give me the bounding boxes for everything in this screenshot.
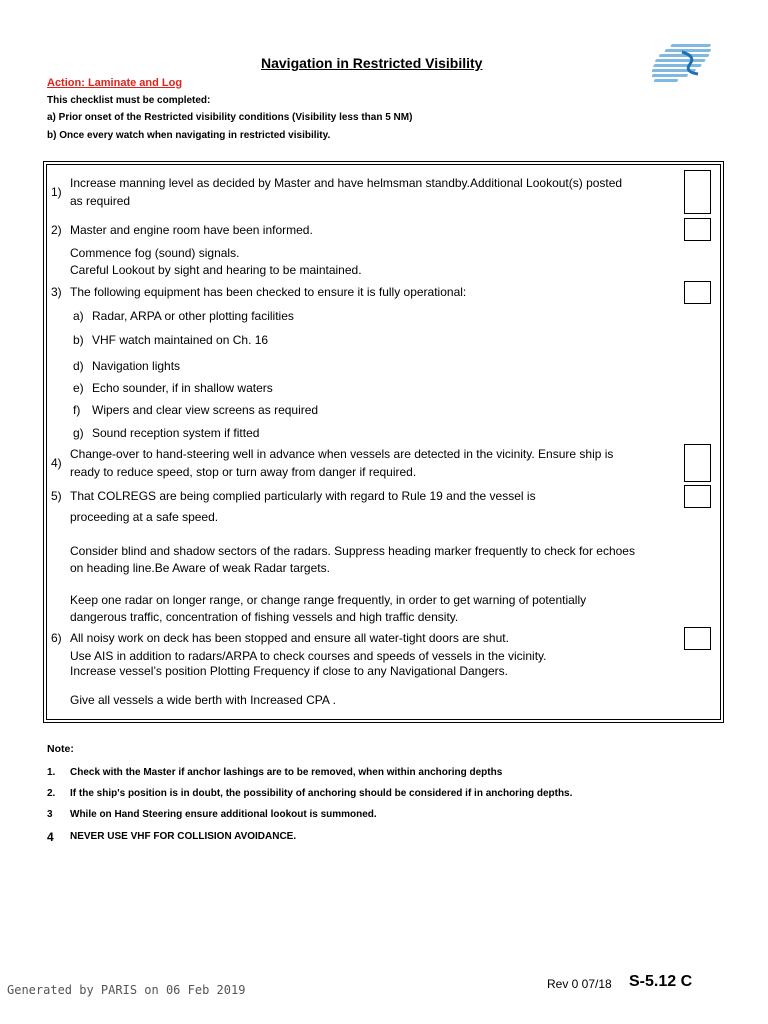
- note-number: 1.: [47, 767, 56, 778]
- item-text: The following equipment has been checked to ensure it is fully operational:: [70, 285, 467, 299]
- item-text: as required: [70, 194, 131, 208]
- revision-label: Rev 0 07/18: [547, 977, 612, 991]
- sub-item-number: f): [73, 403, 81, 417]
- intro-line: This checklist must be completed:: [47, 95, 211, 106]
- item-text: Increase manning level as decided by Master and have helmsman standby.Additional Lookout(s) posted: [70, 176, 623, 190]
- checkbox-item-4[interactable]: [684, 444, 711, 482]
- item-number: 5): [51, 489, 62, 503]
- checkbox-item-3[interactable]: [684, 281, 711, 304]
- item-text: on heading line.Be Aware of weak Radar targets.: [70, 561, 330, 575]
- checkbox-item-2[interactable]: [684, 218, 711, 241]
- item-text: Commence fog (sound) signals.: [70, 246, 240, 260]
- sub-item-text: Sound reception system if fitted: [92, 426, 260, 440]
- sub-item-number: d): [73, 359, 84, 373]
- item-text: proceeding at a safe speed.: [70, 510, 219, 524]
- item-text: ready to reduce speed, stop or turn away from danger if required.: [70, 465, 417, 479]
- note-text: If the ship's position is in doubt, the possibility of anchoring should be considered if in anchoring depths.: [70, 788, 573, 799]
- item-text: Use AIS in addition to radars/ARPA to check courses and speeds of vessels in the vicinity.: [70, 649, 547, 663]
- checkbox-item-6[interactable]: [684, 627, 711, 650]
- item-number: 1): [51, 185, 62, 199]
- item-text: dangerous traffic, concentration of fishing vessels and high traffic density.: [70, 610, 459, 624]
- item-text: Give all vessels a wide berth with Increased CPA .: [70, 693, 336, 707]
- sub-item-text: Navigation lights: [92, 359, 181, 373]
- item-text: Consider blind and shadow sectors of the radars. Suppress heading marker frequently to check for echoes: [70, 544, 635, 558]
- note-text: Check with the Master if anchor lashings are to be removed, when within anchoring depths: [70, 767, 503, 778]
- notes-title: Note:: [47, 743, 74, 755]
- sub-item-text: Echo sounder, if in shallow waters: [92, 381, 273, 395]
- intro-line: b) Once every watch when navigating in restricted visibility.: [47, 130, 331, 141]
- item-text: Keep one radar on longer range, or change range frequently, in order to get warning of potentially: [70, 593, 587, 607]
- intro-line: a) Prior onset of the Restricted visibility conditions (Visibility less than 5 NM): [47, 112, 413, 123]
- checkbox-item-5[interactable]: [684, 485, 711, 508]
- item-text: Careful Lookout by sight and hearing to be maintained.: [70, 263, 362, 277]
- sub-item-number: a): [73, 309, 84, 323]
- note-text: While on Hand Steering ensure additional lookout is summoned.: [70, 809, 377, 820]
- sub-item-number: g): [73, 426, 84, 440]
- sub-item-number: e): [73, 381, 84, 395]
- item-text: Master and engine room have been informed.: [70, 223, 313, 237]
- sub-item-text: Radar, ARPA or other plotting facilities: [92, 309, 294, 323]
- company-logo-icon: [652, 42, 720, 84]
- item-number: 2): [51, 223, 62, 237]
- item-number: 3): [51, 285, 62, 299]
- document-code: S-5.12 C: [629, 973, 693, 990]
- note-number: 4: [47, 830, 54, 844]
- checkbox-item-1[interactable]: [684, 170, 711, 214]
- sub-item-text: VHF watch maintained on Ch. 16: [92, 333, 269, 347]
- action-label: Action: Laminate and Log: [47, 77, 183, 89]
- item-number: 6): [51, 631, 62, 645]
- item-text: All noisy work on deck has been stopped and ensure all water-tight doors are shut.: [70, 631, 509, 645]
- page-title: Navigation in Restricted Visibility: [261, 55, 483, 71]
- sub-item-number: b): [73, 333, 84, 347]
- item-text: Increase vessel’s position Plotting Frequency if close to any Navigational Dangers.: [70, 664, 509, 678]
- note-text: NEVER USE VHF FOR COLLISION AVOIDANCE.: [70, 831, 297, 842]
- note-number: 3: [47, 809, 53, 820]
- generated-by-footer: Generated by PARIS on 06 Feb 2019: [7, 983, 246, 997]
- sub-item-text: Wipers and clear view screens as required: [92, 403, 319, 417]
- note-number: 2.: [47, 788, 56, 799]
- item-text: Change-over to hand-steering well in advance when vessels are detected in the vicinity. Ensure ship is: [70, 447, 614, 461]
- item-text: That COLREGS are being complied particularly with regard to Rule 19 and the vessel is: [70, 489, 536, 503]
- item-number: 4): [51, 456, 62, 470]
